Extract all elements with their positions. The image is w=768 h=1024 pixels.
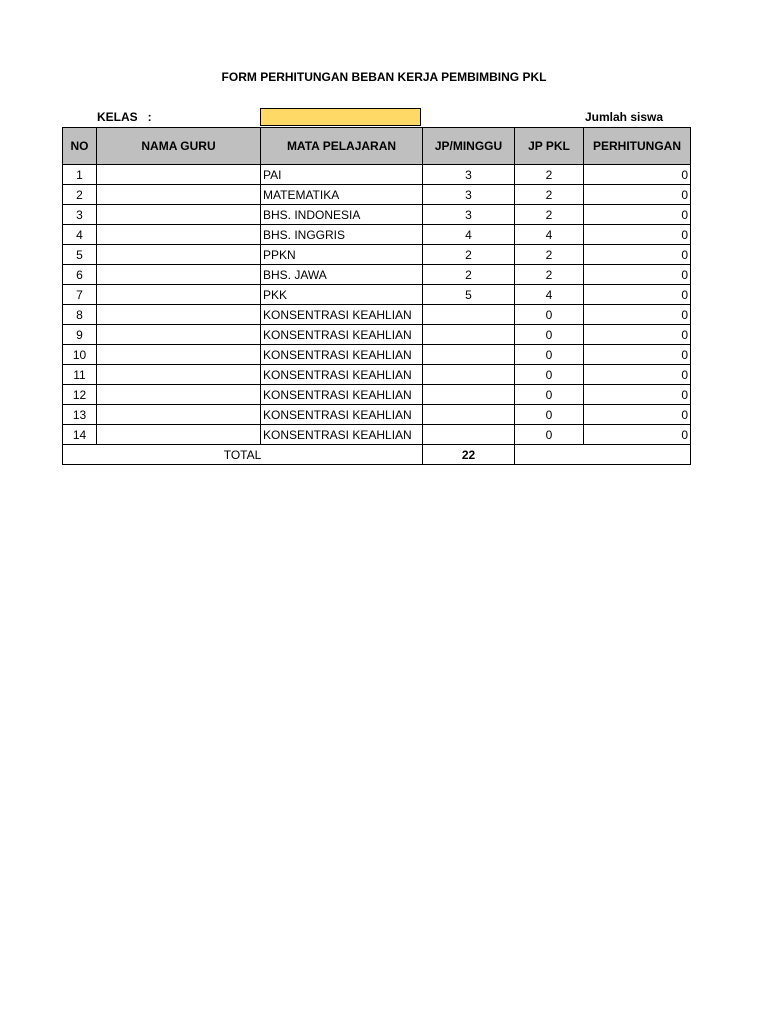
cell-no: 2 — [63, 185, 97, 205]
table-row — [63, 285, 691, 305]
total-jp-minggu: 22 — [423, 445, 515, 465]
cell-mata-pelajaran: BHS. INDONESIA — [261, 205, 423, 225]
cell-no: 1 — [63, 165, 97, 185]
cell-nama-guru[interactable] — [97, 385, 261, 405]
cell-jp-minggu[interactable] — [423, 405, 515, 425]
cell-perhitungan: 0 — [584, 225, 691, 245]
cell-jp-minggu[interactable]: 3 — [423, 205, 515, 225]
cell-perhitungan: 0 — [584, 345, 691, 365]
cell-perhitungan: 0 — [584, 365, 691, 385]
table-header-row — [63, 128, 691, 165]
cell-mata-pelajaran: BHS. INGGRIS — [261, 225, 423, 245]
cell-nama-guru[interactable] — [97, 365, 261, 385]
col-header-jp-minggu: JP/MINGGU — [423, 128, 515, 165]
cell-mata-pelajaran: KONSENTRASI KEAHLIAN — [261, 385, 423, 405]
cell-nama-guru[interactable] — [97, 245, 261, 265]
table-row — [63, 265, 691, 285]
cell-jp-pkl: 4 — [515, 225, 584, 245]
cell-jp-minggu[interactable] — [423, 325, 515, 345]
cell-no: 8 — [63, 305, 97, 325]
table-body — [63, 165, 691, 445]
total-jp-pkl — [515, 445, 691, 465]
cell-no: 6 — [63, 265, 97, 285]
table-row — [63, 365, 691, 385]
cell-jp-minggu[interactable]: 3 — [423, 185, 515, 205]
cell-perhitungan: 0 — [584, 405, 691, 425]
cell-perhitungan: 0 — [584, 325, 691, 345]
table-row — [63, 225, 691, 245]
cell-no: 14 — [63, 425, 97, 445]
total-label: TOTAL — [63, 445, 423, 465]
cell-mata-pelajaran: KONSENTRASI KEAHLIAN — [261, 325, 423, 345]
cell-perhitungan: 0 — [584, 185, 691, 205]
cell-mata-pelajaran: PPKN — [261, 245, 423, 265]
cell-jp-pkl: 0 — [515, 405, 584, 425]
cell-jp-pkl: 2 — [515, 265, 584, 285]
cell-perhitungan: 0 — [584, 265, 691, 285]
cell-nama-guru[interactable] — [97, 305, 261, 325]
cell-no: 7 — [63, 285, 97, 305]
table-row — [63, 425, 691, 445]
cell-perhitungan: 0 — [584, 205, 691, 225]
table-row — [63, 185, 691, 205]
cell-no: 5 — [63, 245, 97, 265]
cell-jp-minggu[interactable] — [423, 305, 515, 325]
cell-jp-pkl: 4 — [515, 285, 584, 305]
table-row — [63, 305, 691, 325]
col-header-nama-guru: NAMA GURU — [97, 128, 261, 165]
cell-perhitungan: 0 — [584, 165, 691, 185]
cell-mata-pelajaran: MATEMATIKA — [261, 185, 423, 205]
table-row — [63, 325, 691, 345]
cell-mata-pelajaran: PAI — [261, 165, 423, 185]
cell-nama-guru[interactable] — [97, 405, 261, 425]
cell-no: 10 — [63, 345, 97, 365]
col-header-jp-pkl: JP PKL — [515, 128, 584, 165]
total-row — [63, 445, 691, 465]
kelas-label: KELAS : — [97, 110, 152, 124]
kelas-input[interactable] — [260, 108, 421, 126]
cell-nama-guru[interactable] — [97, 425, 261, 445]
cell-jp-pkl: 2 — [515, 165, 584, 185]
cell-jp-minggu[interactable]: 2 — [423, 245, 515, 265]
cell-jp-minggu[interactable]: 3 — [423, 165, 515, 185]
cell-no: 4 — [63, 225, 97, 245]
cell-jp-pkl: 0 — [515, 385, 584, 405]
cell-mata-pelajaran: BHS. JAWA — [261, 265, 423, 285]
cell-jp-minggu[interactable]: 2 — [423, 265, 515, 285]
cell-jp-pkl: 0 — [515, 305, 584, 325]
cell-jp-pkl: 0 — [515, 325, 584, 345]
cell-perhitungan: 0 — [584, 425, 691, 445]
cell-jp-pkl: 0 — [515, 365, 584, 385]
cell-no: 12 — [63, 385, 97, 405]
cell-jp-minggu[interactable] — [423, 385, 515, 405]
cell-jp-pkl: 2 — [515, 245, 584, 265]
cell-mata-pelajaran: KONSENTRASI KEAHLIAN — [261, 305, 423, 325]
table-row — [63, 245, 691, 265]
cell-perhitungan: 0 — [584, 245, 691, 265]
jumlah-siswa-label: Jumlah siswa — [585, 110, 664, 124]
form-title: FORM PERHITUNGAN BEBAN KERJA PEMBIMBING PKL — [221, 70, 547, 84]
cell-nama-guru[interactable] — [97, 285, 261, 305]
beban-kerja-table — [62, 127, 691, 465]
cell-mata-pelajaran: KONSENTRASI KEAHLIAN — [261, 405, 423, 425]
table-row — [63, 405, 691, 425]
cell-nama-guru[interactable] — [97, 345, 261, 365]
cell-mata-pelajaran: PKK — [261, 285, 423, 305]
cell-mata-pelajaran: KONSENTRASI KEAHLIAN — [261, 345, 423, 365]
cell-jp-pkl: 2 — [515, 185, 584, 205]
cell-nama-guru[interactable] — [97, 325, 261, 345]
cell-jp-minggu[interactable] — [423, 365, 515, 385]
cell-nama-guru[interactable] — [97, 165, 261, 185]
cell-jp-pkl: 0 — [515, 425, 584, 445]
cell-jp-minggu[interactable] — [423, 345, 515, 365]
cell-no: 13 — [63, 405, 97, 425]
table-row — [63, 165, 691, 185]
cell-no: 9 — [63, 325, 97, 345]
cell-perhitungan: 0 — [584, 285, 691, 305]
table-row — [63, 345, 691, 365]
cell-jp-minggu[interactable]: 4 — [423, 225, 515, 245]
cell-perhitungan: 0 — [584, 305, 691, 325]
cell-jp-minggu[interactable]: 5 — [423, 285, 515, 305]
col-header-no: NO — [63, 128, 97, 165]
col-header-perhitungan: PERHITUNGAN — [584, 128, 691, 165]
cell-nama-guru[interactable] — [97, 265, 261, 285]
cell-nama-guru[interactable] — [97, 205, 261, 225]
cell-no: 11 — [63, 365, 97, 385]
table-row — [63, 385, 691, 405]
cell-mata-pelajaran: KONSENTRASI KEAHLIAN — [261, 425, 423, 445]
cell-perhitungan: 0 — [584, 385, 691, 405]
cell-jp-pkl: 2 — [515, 205, 584, 225]
cell-no: 3 — [63, 205, 97, 225]
col-header-mata-pelajaran: MATA PELAJARAN — [261, 128, 423, 165]
cell-nama-guru[interactable] — [97, 185, 261, 205]
cell-mata-pelajaran: KONSENTRASI KEAHLIAN — [261, 365, 423, 385]
cell-nama-guru[interactable] — [97, 225, 261, 245]
cell-jp-minggu[interactable] — [423, 425, 515, 445]
cell-jp-pkl: 0 — [515, 345, 584, 365]
table-row — [63, 205, 691, 225]
